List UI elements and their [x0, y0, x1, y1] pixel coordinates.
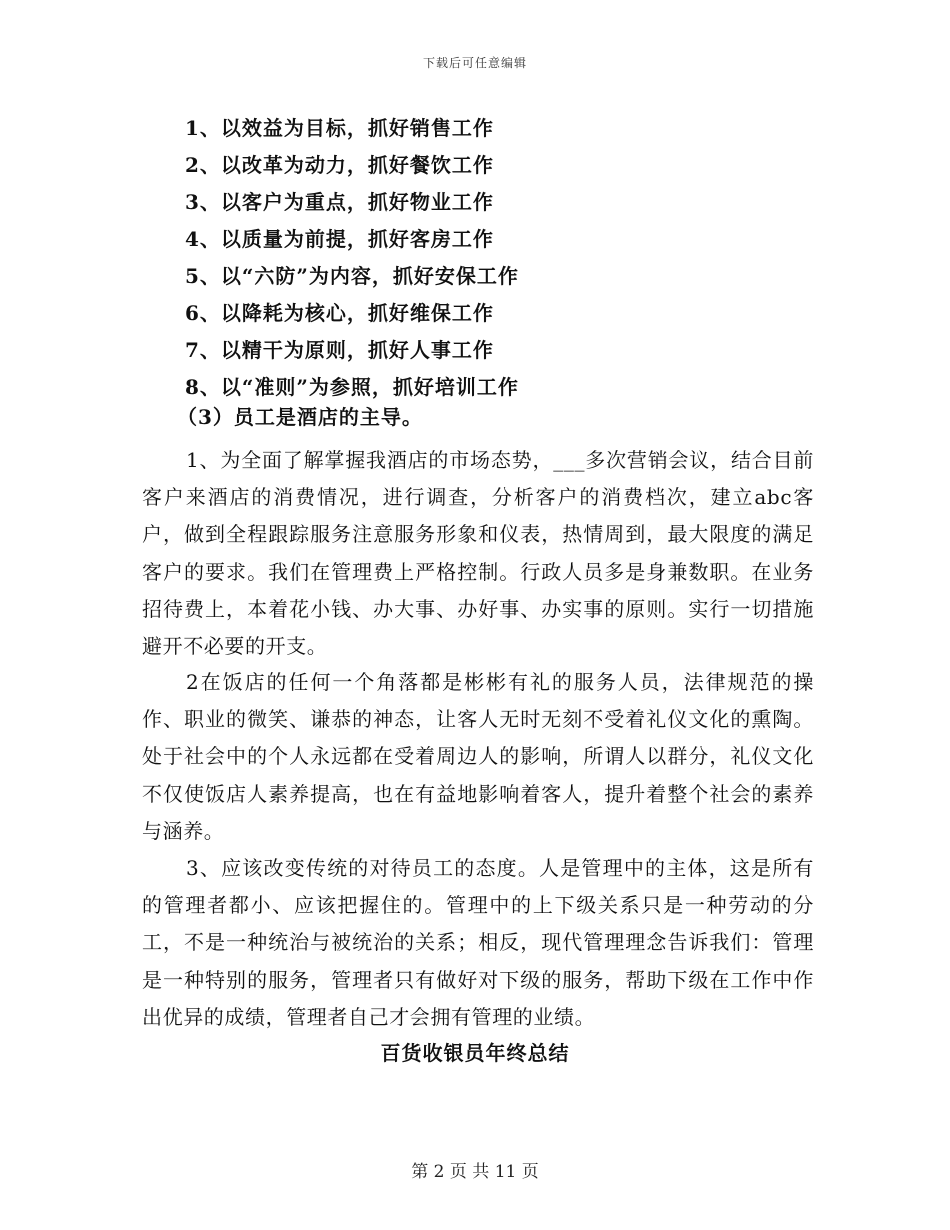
paragraph-2: 2在饭店的任何一个角落都是彬彬有礼的服务人员，法律规范的操作、职业的微笑、谦恭的神态，让客人无时无刻不受着礼仪文化的熏陶。处于社会中的个人永远都在受着周边人的影响，所谓人以群分，礼仪文化不仅使饭店人素养提高，也在有益地影响着客人，提升着整个社会的素养与涵养。	[142, 670, 814, 843]
header-note: 下载后可任意编辑	[422, 56, 527, 70]
section-subheading: （3）员工是酒店的主导。	[177, 405, 423, 429]
paragraph-1: 1、为全面了解掌握我酒店的市场态势，___多次营销会议，结合目前客户来酒店的消费情况，进行调查，分析客户的消费档次，建立abc客户，做到全程跟踪服务注意服务形象和仪表，热情周到，最大限度的满足客户的要求。我们在管理费上严格控制。行政人员多是身兼数职。在业务招待费上，本着花小钱、办大事、办好事、办实事的原则。实行一切措施避开不必要的开支。	[142, 448, 814, 659]
list-item: 8、以“准则”为参照，抓好培训工作	[185, 375, 519, 399]
list-item: 1、以效益为目标，抓好销售工作	[185, 116, 494, 140]
list-item: 2、以改革为动力，抓好餐饮工作	[185, 153, 494, 177]
list-item: 4、以质量为前提，抓好客房工作	[185, 227, 494, 251]
page-number: 第 2 页 共 11 页	[411, 1162, 539, 1182]
list-item: 3、以客户为重点，抓好物业工作	[185, 190, 494, 214]
list-item: 6、以降耗为核心，抓好维保工作	[185, 301, 494, 325]
list-item: 7、以精干为原则，抓好人事工作	[185, 338, 494, 362]
paragraph-3: 3、应该改变传统的对待员工的态度。人是管理中的主体，这是所有的管理者都小、应该把握住的。管理中的上下级关系只是一种劳动的分工，不是一种统治与被统治的关系；相反，现代管理理念告诉我们：管理是一种特别的服务，管理者只有做好对下级的服务，帮助下级在工作中作出优异的成绩，管理者自己才会拥有管理的业绩。	[142, 856, 814, 1029]
task-list	[185, 110, 519, 406]
list-item: 5、以“六防”为内容，抓好安保工作	[185, 264, 519, 288]
document-title: 百货收银员年终总结	[380, 1041, 570, 1065]
